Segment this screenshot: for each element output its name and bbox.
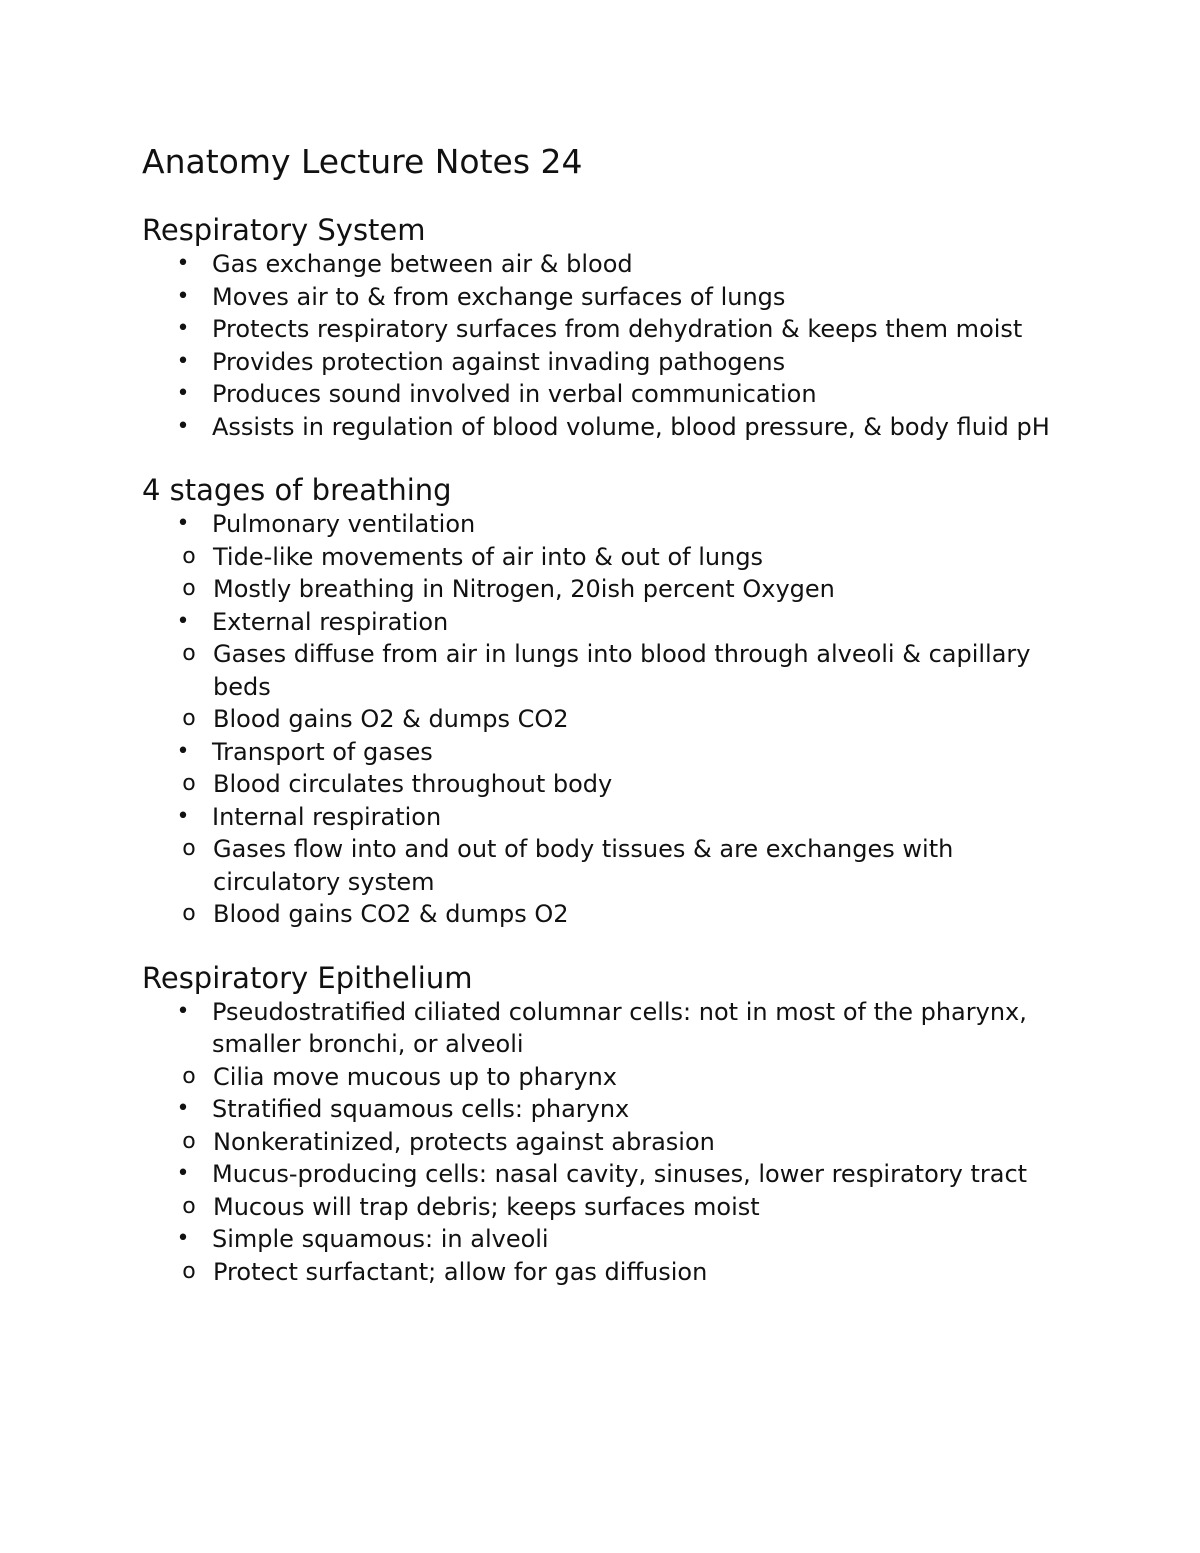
sub-list-item <box>142 638 1072 703</box>
sub-bullet-icon: o <box>182 706 196 731</box>
bullet-icon: • <box>176 251 190 276</box>
sub-list <box>182 1256 1072 1289</box>
list-item-text: Transport of gases <box>212 737 433 766</box>
sub-list-item <box>142 573 1072 606</box>
sub-bullet-icon: o <box>182 1063 196 1089</box>
list-item <box>142 508 1072 606</box>
bullet-list <box>142 248 1072 443</box>
section-heading: Respiratory System <box>142 213 426 247</box>
bullet-list <box>142 996 1072 1289</box>
list-item-text: Produces sound involved in verbal communication <box>212 380 817 408</box>
sub-list-item-text: Tide-like movements of air into & out of lungs <box>213 542 764 571</box>
list-item <box>142 313 1072 346</box>
bullet-icon: • <box>176 511 190 536</box>
bullet-icon: • <box>176 413 190 439</box>
list-item-text: Pseudostratified ciliated columnar cells: not in most of the pharynx, smaller bronchi, or alveoli <box>212 997 1027 1058</box>
sub-list-item-text: Blood gains O2 & dumps CO2 <box>213 705 569 733</box>
list-item <box>142 378 1072 411</box>
sub-list <box>182 768 1072 801</box>
sub-list <box>182 1191 1072 1224</box>
section-heading: 4 stages of breathing <box>142 473 452 507</box>
sub-list-item-text: Blood circulates throughout body <box>213 770 613 798</box>
sub-list-item-text: Protect surfactant; allow for gas diffusion <box>213 1257 708 1286</box>
list-item <box>142 736 1072 801</box>
list-item-text: Provides protection against invading pathogens <box>212 347 786 376</box>
list-item <box>142 1223 1072 1288</box>
sub-list <box>182 1061 1072 1094</box>
sub-list-item <box>142 833 1072 898</box>
sub-list <box>182 833 1072 931</box>
sub-list-item-text: Blood gains CO2 & dumps O2 <box>213 900 569 928</box>
sub-list-item <box>142 703 1072 736</box>
list-item <box>142 248 1072 281</box>
section <box>142 472 1072 931</box>
bullet-icon: • <box>176 1096 190 1121</box>
sub-bullet-icon: o <box>182 576 196 601</box>
sub-list-item <box>142 768 1072 801</box>
list-item-text: Gas exchange between air & blood <box>212 250 633 278</box>
sub-list <box>182 638 1072 736</box>
bullet-icon: • <box>176 348 190 374</box>
sections-container <box>142 212 1072 1288</box>
sub-bullet-icon: o <box>182 1193 196 1219</box>
list-item <box>142 1158 1072 1223</box>
list-item-text: Mucus-producing cells: nasal cavity, sinuses, lower respiratory tract <box>212 1160 1028 1188</box>
list-item <box>142 411 1072 444</box>
list-item <box>142 346 1072 379</box>
bullet-icon: • <box>176 381 190 406</box>
sub-list-item-text: Mucous will trap debris; keeps surfaces moist <box>213 1192 760 1221</box>
section <box>142 212 1072 443</box>
list-item-text: External respiration <box>212 607 449 636</box>
list-item <box>142 1093 1072 1158</box>
list-item <box>142 801 1072 931</box>
bullet-icon: • <box>176 283 190 309</box>
bullet-icon: • <box>176 998 190 1024</box>
list-item-text: Moves air to & from exchange surfaces of lungs <box>212 282 786 311</box>
sub-list-item <box>142 898 1072 931</box>
list-item-text: Protects respiratory surfaces from dehydration & keeps them moist <box>212 315 1023 343</box>
sub-list-item <box>142 1126 1072 1159</box>
bullet-icon: • <box>176 608 190 634</box>
bullet-icon: • <box>176 1161 190 1186</box>
list-item-text: Pulmonary ventilation <box>212 510 476 538</box>
sub-list-item <box>142 541 1072 574</box>
bullet-icon: • <box>176 1226 190 1251</box>
bullet-list <box>142 508 1072 931</box>
sub-list-item <box>142 1256 1072 1289</box>
sub-list <box>182 1126 1072 1159</box>
document-page <box>142 140 1072 1317</box>
list-item <box>142 996 1072 1094</box>
sub-list-item <box>142 1191 1072 1224</box>
sub-list-item-text: Mostly breathing in Nitrogen, 20ish percent Oxygen <box>213 575 835 603</box>
bullet-icon: • <box>176 316 190 341</box>
list-item-text: Assists in regulation of blood volume, blood pressure, & body fluid pH <box>212 412 1050 441</box>
section-heading: Respiratory Epithelium <box>142 960 473 995</box>
sub-bullet-icon: o <box>182 771 196 796</box>
bullet-icon: • <box>176 738 190 764</box>
list-item <box>142 281 1072 314</box>
document-title: Anatomy Lecture Notes 24 <box>142 142 583 181</box>
list-item-text: Stratified squamous cells: pharynx <box>212 1095 630 1123</box>
list-item-text: Internal respiration <box>212 802 442 831</box>
sub-bullet-icon: o <box>182 543 196 569</box>
sub-list <box>182 541 1072 606</box>
list-item-text: Simple squamous: in alveoli <box>212 1225 549 1253</box>
sub-list-item-text: Gases diffuse from air in lungs into blood through alveoli & capillary beds <box>213 640 1031 701</box>
sub-bullet-icon: o <box>182 836 196 861</box>
sub-list-item <box>142 1061 1072 1094</box>
sub-list-item-text: Nonkeratinized, protects against abrasion <box>213 1127 715 1156</box>
sub-list-item-text: Gases flow into and out of body tissues & are exchanges with circulatory system <box>213 835 954 896</box>
sub-bullet-icon: o <box>182 1258 196 1284</box>
sub-list-item-text: Cilia move mucous up to pharynx <box>213 1062 618 1091</box>
sub-bullet-icon: o <box>182 641 196 666</box>
list-item <box>142 606 1072 736</box>
sub-bullet-icon: o <box>182 901 196 926</box>
sub-bullet-icon: o <box>182 1128 196 1154</box>
bullet-icon: • <box>176 803 190 829</box>
section <box>142 960 1072 1289</box>
